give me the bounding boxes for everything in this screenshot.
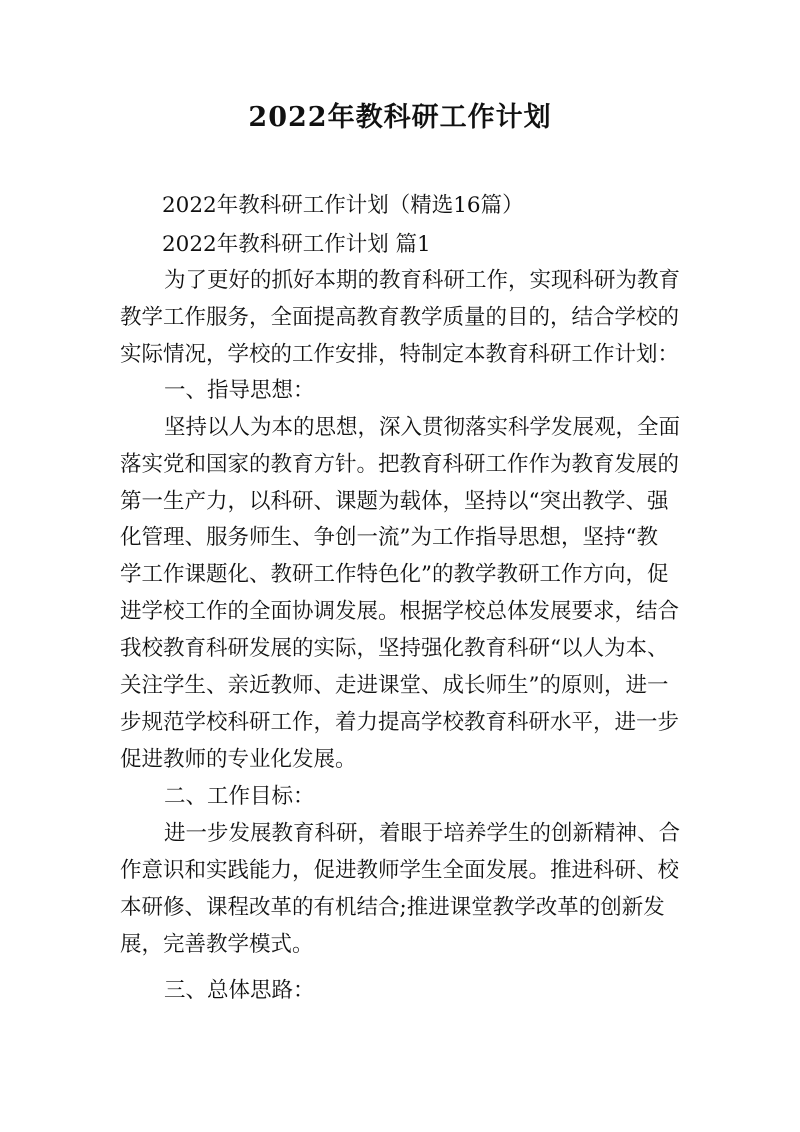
paragraph-line: 本研修、课程改革的有机结合;推进课堂教学改革的创新发 [120,895,665,920]
paragraph-line: 进一步发展教育科研，着眼于培养学生的创新精神、合 [164,821,681,846]
paragraph-line: 第一生产力，以科研、课题为载体，坚持以“突出教学、强 [120,489,669,514]
paragraph-line: 步规范学校科研工作，着力提高学校教育科研水平，进一步 [120,710,680,735]
paragraph-line: 实际情况，学校的工作安排，特制定本教育科研工作计划： [120,342,680,367]
paragraph-line: 坚持以人为本的思想，深入贯彻落实科学发展观，全面 [164,415,681,440]
paragraph-line: 落实党和国家的教育方针。把教育科研工作作为教育发展的 [120,452,680,477]
paragraph-line: 为了更好的抓好本期的教育科研工作，实现科研为教育 [164,268,681,293]
heading-line: 一、指导思想： [164,378,315,403]
document-title: 2022年教科研工作计划 [248,102,552,133]
paragraph-line: 作意识和实践能力，促进教师学生全面发展。推进科研、校 [120,858,680,883]
section-heading-line: 2022年教科研工作计划 篇1 [162,232,431,257]
heading-line: 二、工作目标： [164,784,315,809]
subtitle-line: 2022年教科研工作计划（精选16篇） [162,193,524,218]
paragraph-line: 关注学生、亲近教师、走进课堂、成长师生”的原则，进一 [120,673,669,698]
paragraph-line: 我校教育科研发展的实际，坚持强化教育科研“以人为本、 [120,636,669,661]
paragraph-line: 化管理、服务师生、争创一流”为工作指导思想，坚持“教 [120,525,658,550]
paragraph-line: 进学校工作的全面协调发展。根据学校总体发展要求，结合 [120,599,680,624]
paragraph-line: 教学工作服务，全面提高教育教学质量的目的，结合学校的 [120,305,680,330]
paragraph-line: 学工作课题化、教研工作特色化”的教学教研工作方向，促 [120,562,669,587]
paragraph-line: 促进教师的专业化发展。 [120,747,357,772]
paragraph-line: 展，完善教学模式。 [120,932,314,957]
heading-line: 三、总体思路： [164,978,315,1003]
